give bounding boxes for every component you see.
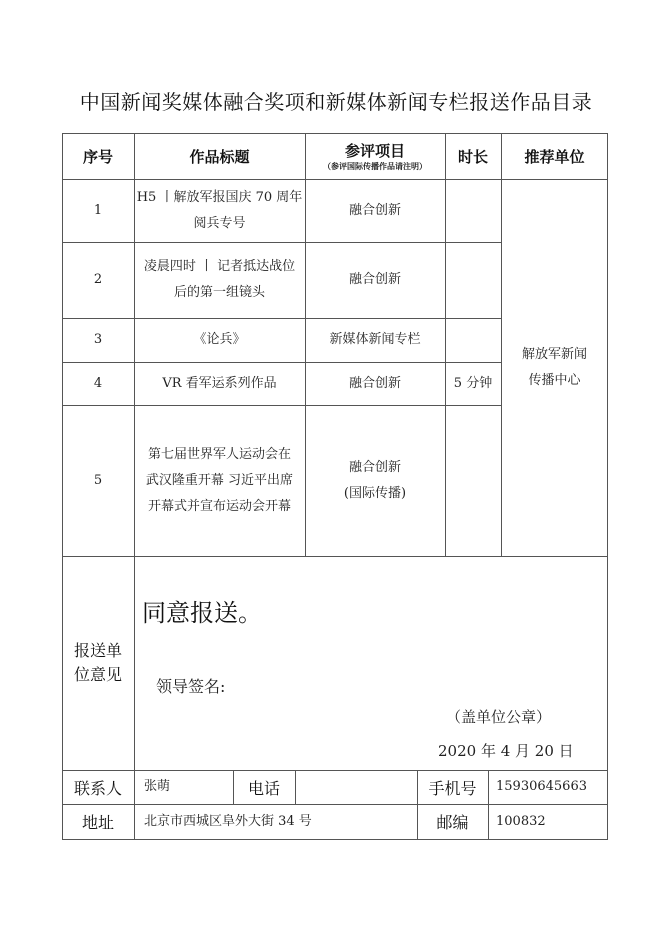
row-5-duration xyxy=(445,405,501,556)
header-duration: 时长 xyxy=(457,147,488,166)
seal-note: （盖单位公章） xyxy=(446,708,552,726)
opinion-label xyxy=(62,556,134,770)
postcode-label: 邮编 xyxy=(436,813,469,832)
row-1-seq: 1 xyxy=(93,202,103,218)
row-5-seq: 5 xyxy=(93,472,103,488)
opinion-date: 2020 年 4 月 20 日 xyxy=(438,742,574,760)
row-5-title-line-2: 武汉隆重开幕 习近平出席 xyxy=(145,472,294,488)
row-3-duration xyxy=(445,318,501,362)
address-label: 地址 xyxy=(81,813,114,832)
header-category xyxy=(305,133,445,179)
row-2-title xyxy=(134,242,305,318)
submission-table xyxy=(62,133,608,840)
row-4-duration: 5 分钟 xyxy=(453,375,493,391)
row-1-title-line-1: H5 丨解放军报国庆 70 周年 xyxy=(136,189,303,205)
row-2-title-line-2: 后的第一组镜头 xyxy=(173,285,265,300)
row-3-seq: 3 xyxy=(93,332,103,347)
row-1-title xyxy=(134,179,305,242)
row-2-duration xyxy=(445,242,501,318)
row-3-category: 新媒体新闻专栏 xyxy=(329,332,421,347)
mobile-value: 15930645663 xyxy=(496,779,587,794)
handwritten-approval: 同意报送。 xyxy=(142,599,262,627)
row-1-title-line-2: 阅兵专号 xyxy=(193,215,246,231)
recommending-unit-line-2: 传播中心 xyxy=(528,372,581,388)
header-unit: 推荐单位 xyxy=(524,147,585,166)
address-value: 北京市西城区阜外大街 34 号 xyxy=(144,813,312,829)
contact-value: 张萌 xyxy=(144,779,171,794)
phone-label: 电话 xyxy=(247,778,280,798)
row-5-category xyxy=(305,405,445,556)
row-1-duration xyxy=(445,179,501,242)
mobile-label: 手机号 xyxy=(428,778,477,798)
row-1-category: 融合创新 xyxy=(348,202,401,218)
row-2-category: 融合创新 xyxy=(348,272,401,287)
row-2-title-line-1: 凌晨四时 丨 记者抵达战位 xyxy=(143,259,296,274)
row-4-category: 融合创新 xyxy=(348,375,401,391)
row-5-title xyxy=(134,405,305,556)
row-5-title-line-3: 开幕式并宣布运动会开幕 xyxy=(147,498,291,514)
row-3-title: 《论兵》 xyxy=(193,332,246,347)
row-2-seq: 2 xyxy=(93,272,103,287)
opinion-label-line-1: 报送单 xyxy=(73,641,122,660)
opinion-label-line-2: 位意见 xyxy=(73,665,122,684)
postcode-value: 100832 xyxy=(496,813,546,829)
leader-signature-label: 领导签名: xyxy=(156,677,226,696)
phone-value xyxy=(295,770,417,804)
row-5-category-line-1: 融合创新 xyxy=(348,459,401,475)
header-work-title: 作品标题 xyxy=(189,147,250,166)
row-5-category-line-2: (国际传播) xyxy=(343,485,407,501)
recommending-unit-line-1: 解放军新闻 xyxy=(521,346,587,362)
row-4-title: VR 看军运系列作品 xyxy=(162,375,277,391)
recommending-unit xyxy=(501,179,608,556)
header-category-label: 参评项目 xyxy=(344,141,405,160)
document-title: 中国新闻奖媒体融合奖项和新媒体新闻专栏报送作品目录 xyxy=(79,90,593,114)
contact-label: 联系人 xyxy=(73,778,122,798)
row-4-seq: 4 xyxy=(93,375,103,391)
row-5-title-line-1: 第七届世界军人运动会在 xyxy=(147,446,291,462)
header-category-note: （参评国际传播作品请注明） xyxy=(323,160,427,171)
header-seq: 序号 xyxy=(82,147,113,166)
